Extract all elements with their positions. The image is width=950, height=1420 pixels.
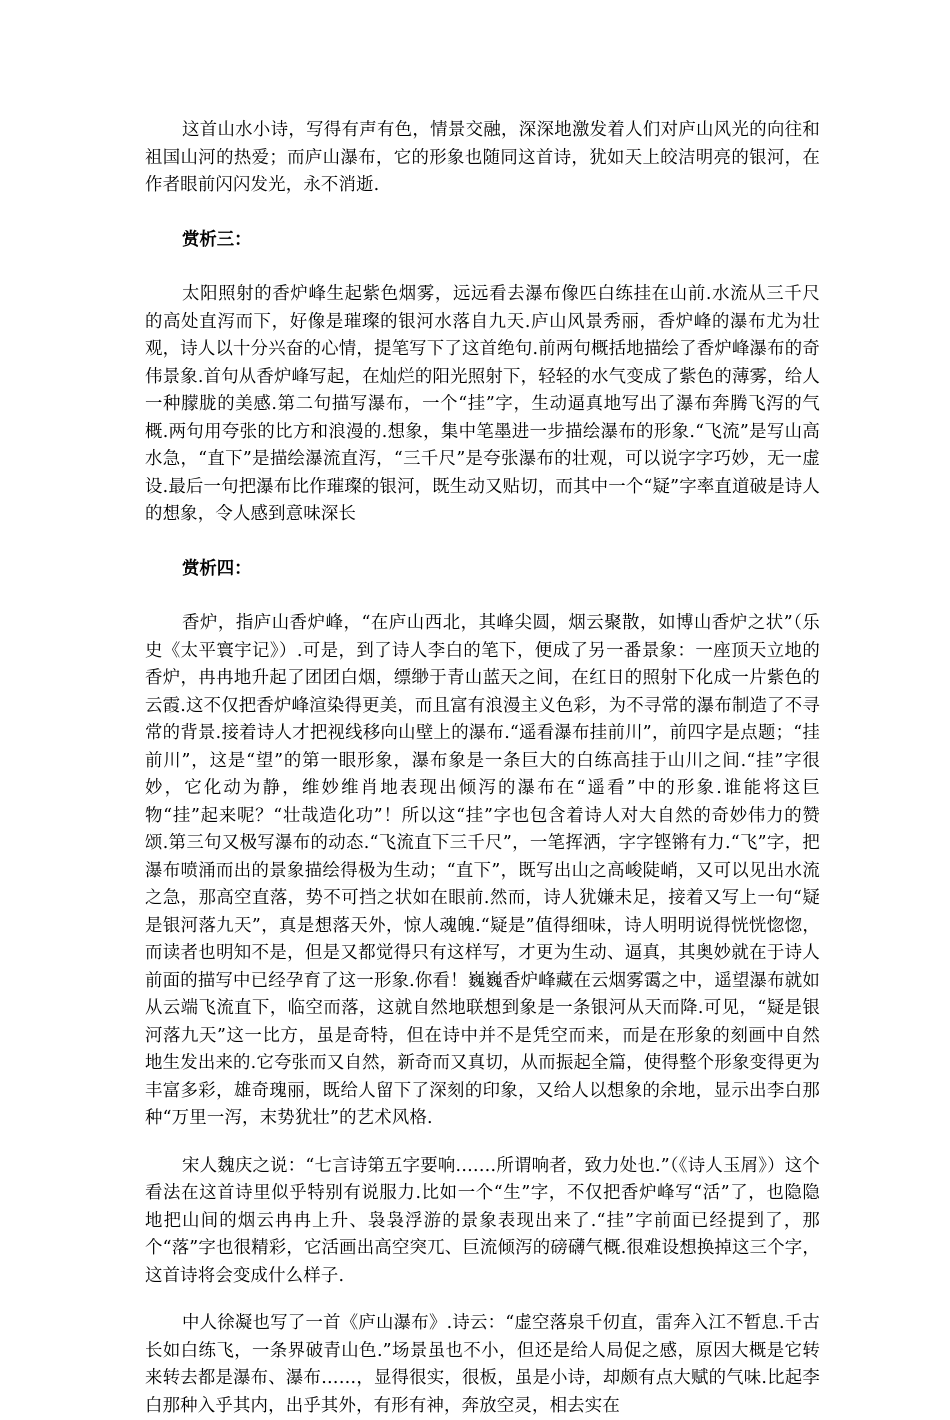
paragraph-appreciation-three: 太阳照射的香炉峰生起紫色烟雾，远远看去瀑布像匹白练挂在山前.水流从三千尺的高处直泻而下，好像是璀璨的银河水落自九天.庐山风景秀丽，香炉峰的瀑布尤为壮观，诗人以十分兴奋的心情，提笔写下了这首绝句.前两句概括地描绘了香炉峰瀑布的奇伟景象.首句从香炉峰写起，在灿烂的阳光照射下，轻轻的水气变成了紫色的薄雾，给人一种朦胧的美感.第二句描写瀑布，一个“挂”字，生动逼真地写出了瀑布奔腾飞泻的气概.两句用夸张的比方和浪漫的.想象，集中笔墨进一步描绘瀑布的形象.“飞流”是写山高水急，“直下”是描绘瀑流直泻，“三千尺”是夸张瀑布的壮观，可以说字字巧妙，无一虚设.最后一句把瀑布比作璀璨的银河，既生动又贴切，而其中一个“疑”字率直道破是诗人的想象，令人感到意味深长 xyxy=(145,284,820,524)
heading-appreciation-three: 赏析三： xyxy=(182,229,252,250)
paragraph-xu-ning: 中人徐凝也写了一首《庐山瀑布》.诗云：“虚空落泉千仞直，雷奔入江不暂息.千古长如白练飞，一条界破青山色.”场景虽也不小，但还是给人局促之感，原因大概是它转来转去都是瀑布、瀑布……，显得很实，很板，虽是小诗，却颇有点大赋的气味.比起李白那种入乎其内，出乎其外，有形有神，奔放空灵，相去实在 xyxy=(145,1313,820,1416)
heading-appreciation-four: 赏析四： xyxy=(182,558,252,579)
paragraph-appreciation-four: 香炉，指庐山香炉峰，“在庐山西北，其峰尖圆，烟云聚散，如博山香炉之状”（乐史《太平寰宇记》）.可是，到了诗人李白的笔下，便成了另一番景象：一座顶天立地的香炉，冉冉地升起了团团白烟，缥缈于青山蓝天之间，在红日的照射下化成一片紫色的云霞.这不仅把香炉峰渲染得更美，而且富有浪漫主义色彩，为不寻常的瀑布制造了不寻常的背景.接着诗人才把视线移向山壁上的瀑布.“遥看瀑布挂前川”，前四字是点题；“挂前川”，这是“望”的第一眼形象，瀑布象是一条巨大的白练高挂于山川之间.“挂”字很妙，它化动为静，维妙维肖地表现出倾泻的瀑布在“遥看”中的形象.谁能将这巨物“挂”起来呢？“壮哉造化功”！所以这“挂”字也包含着诗人对大自然的奇妙伟力的赞颂.第三句又极写瀑布的动态.“飞流直下三千尺”，一笔挥洒，字字铿锵有力.“飞”字，把瀑布喷涌而出的景象描绘得极为生动；“直下”，既写出山之高峻陡峭，又可以见出水流之急，那高空直落，势不可挡之状如在眼前.然而，诗人犹嫌未足，接着又写上一句“疑是银河落九天”，真是想落天外，惊人魂魄.“疑是”值得细味，诗人明明说得恍恍惚惚，而读者也明知不是，但是又都觉得只有这样写，才更为生动、逼真，其奥妙就在于诗人前面的描写中已经孕育了这一形象.你看！巍巍香炉峰藏在云烟雾霭之中，遥望瀑布就如从云端飞流直下，临空而落，这就自然地联想到象是一条银河从天而降.可见，“疑是银河落九天”这一比方，虽是奇特，但在诗中并不是凭空而来，而是在形象的刻画中自然地生发出来的.它夸张而又自然，新奇而又真切，从而振起全篇，使得整个形象变得更为丰富多彩，雄奇瑰丽，既给人留下了深刻的印象，又给人以想象的余地，显示出李白那种“万里一泻，末势犹壮”的艺术风格. xyxy=(145,613,820,1128)
paragraph-wei-qingzhi: 宋人魏庆之说：“七言诗第五字要响.……所谓响者，致力处也.”（《诗人玉屑》）这个看法在这首诗里似乎特别有说服力.比如一个“生”字，不仅把香炉峰写“活”了，也隐隐地把山间的烟云冉冉上升、袅袅浮游的景象表现出来了.“挂”字前面已经提到了，那个“落”字也很精彩，它活画出高空突兀、巨流倾泻的磅礴气概.很难设想换掉这三个字，这首诗将会变成什么样子. xyxy=(145,1155,820,1286)
paragraph-intro: 这首山水小诗，写得有声有色，情景交融，深深地激发着人们对庐山风光的向往和祖国山河的热爱；而庐山瀑布，它的形象也随同这首诗，犹如天上皎洁明亮的银河，在作者眼前闪闪发光，永不消逝. xyxy=(145,120,820,195)
